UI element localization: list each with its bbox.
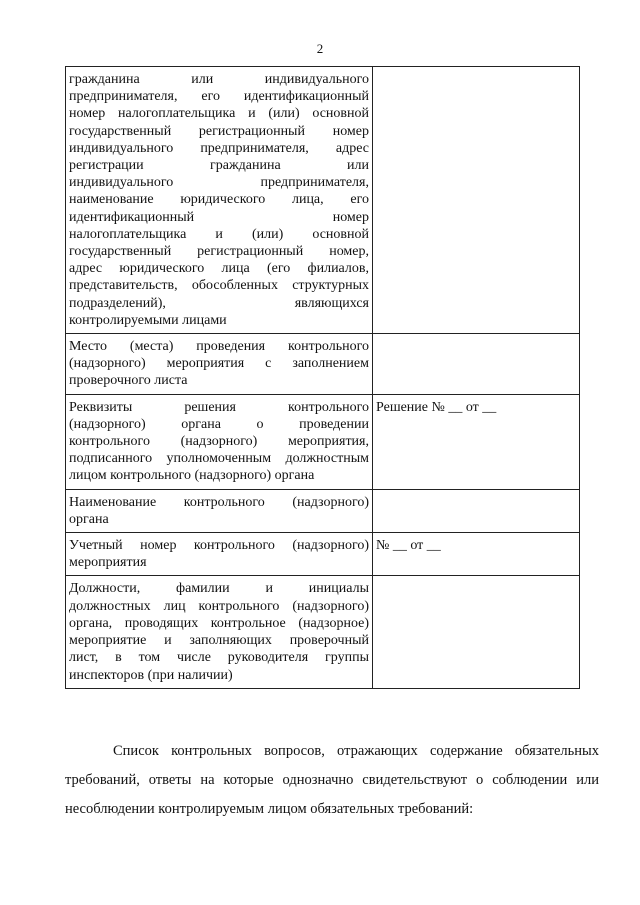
field-label xyxy=(66,334,373,395)
table-row xyxy=(66,394,580,489)
page-number: 2 xyxy=(316,41,324,56)
field-label-line: органа, проводящих контрольное (надзорное) xyxy=(69,615,369,631)
checklist-details-table xyxy=(65,66,580,689)
field-label-line: адрес юридического лица (его филиалов, xyxy=(69,261,369,277)
field-label-line: Наименование контрольного (надзорного) xyxy=(69,494,369,510)
field-value[interactable] xyxy=(373,576,580,688)
field-label-line: гражданина или индивидуального xyxy=(69,72,369,87)
field-label-line: индивидуального предпринимателя, xyxy=(69,175,369,191)
field-label xyxy=(66,533,373,576)
field-value[interactable] xyxy=(373,67,580,334)
table-row xyxy=(66,67,580,334)
field-label-line: инспекторов (при наличии) xyxy=(69,667,233,683)
field-label-line: Реквизиты решения контрольного xyxy=(69,399,369,415)
field-value[interactable] xyxy=(373,334,580,395)
table-row xyxy=(66,576,580,688)
field-label xyxy=(66,67,373,334)
field-label-line: мероприятия xyxy=(69,555,147,571)
table-row xyxy=(66,533,580,576)
field-label-line: государственный регистрационный номер, xyxy=(69,244,369,260)
field-label-line: проверочного листа xyxy=(69,373,188,389)
field-label-line: представительств, обособленных структурных xyxy=(69,278,369,294)
field-label-line: должностных лиц контрольного (надзорного) xyxy=(69,598,369,614)
field-label-line: контролируемыми лицами xyxy=(69,312,227,328)
field-label-line: Должности, фамилии и инициалы xyxy=(69,581,369,597)
field-label-line: Учетный номер контрольного (надзорного) xyxy=(69,538,369,554)
field-label xyxy=(66,394,373,489)
field-label-line: индивидуального предпринимателя, адрес xyxy=(69,140,369,156)
field-label xyxy=(66,576,373,688)
field-label-line: контрольного (надзорного) мероприятия, xyxy=(69,434,369,450)
field-label-line: лицом контрольного (надзорного) органа xyxy=(69,468,315,484)
table-row xyxy=(66,489,580,532)
field-label-line: налогоплательщика и (или) основной xyxy=(69,226,369,242)
field-value[interactable] xyxy=(373,489,580,532)
field-label-line: предпринимателя, его идентификационный xyxy=(69,89,369,105)
field-label-line: идентификационный номер xyxy=(69,209,369,225)
field-label-line: (надзорного) органа о проведении xyxy=(69,416,369,432)
control-questions-intro: Список контрольных вопросов, отражающих содержание обязательных требований, ответы на которые однозначно свидетельствуют о соблюдении или несоблюдении контролируемым лицом обязательных требований: xyxy=(65,742,599,817)
field-label-line: государственный регистрационный номер xyxy=(69,123,369,139)
field-value[interactable]: № __ от __ xyxy=(373,533,580,576)
field-label-line: номер налогоплательщика и (или) основной xyxy=(69,106,369,122)
field-label-line: мероприятие и заполняющих проверочный xyxy=(69,633,369,649)
field-value[interactable]: Решение № __ от __ xyxy=(373,394,580,489)
field-label-line: органа xyxy=(69,511,109,527)
field-label-line: (надзорного) мероприятия с заполнением xyxy=(69,356,369,372)
field-label-line: подразделений), являющихся xyxy=(69,295,369,311)
field-label-line: лист, в том числе руководителя группы xyxy=(69,650,369,666)
table-row xyxy=(66,334,580,395)
field-label xyxy=(66,489,373,532)
field-label-line: регистрации гражданина или xyxy=(69,158,369,174)
field-label-line: Место (места) проведения контрольного xyxy=(69,339,369,355)
field-label-line: наименование юридического лица, его xyxy=(69,192,369,208)
field-label-line: подписанного уполномоченным должностным xyxy=(69,451,369,467)
